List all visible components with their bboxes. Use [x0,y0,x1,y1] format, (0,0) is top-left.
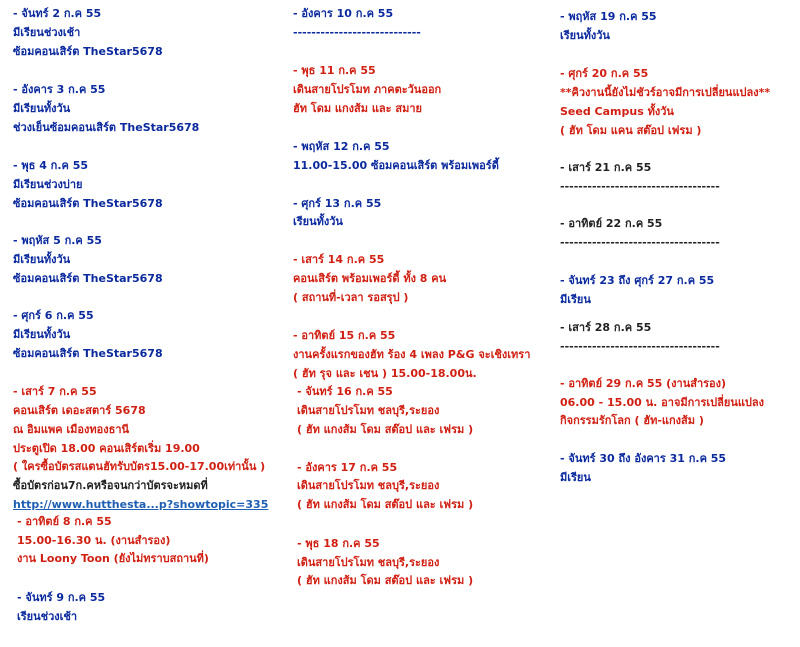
schedule-date-heading: - เสาร์ 7 ก.ค 55 [13,385,97,398]
schedule-detail-line: งานครั้งแรกของฮัท ร้อง 4 เพลง P&G จะเชิงเทรา [293,348,531,361]
schedule-date-heading: - อาทิตย์ 15 ก.ค 55 [293,329,396,342]
schedule-detail-line: ณ อิมแพค เมืองทองธานี [13,423,130,436]
schedule-detail-line: เดินสายโปรโมท ชลบุรี,ระยอง [297,556,440,569]
schedule-detail-line: ( สถานที่-เวลา รอสรุป ) [293,291,409,304]
schedule-detail-line: มีเรียนช่วงเช้า [13,26,81,39]
schedule-date-heading: - จันทร์ 30 ถึง อังคาร 31 ก.ค 55 [560,452,727,465]
schedule-date-heading: - พุธ 11 ก.ค 55 [293,64,376,77]
schedule-date-heading: - อาทิตย์ 8 ก.ค 55 [17,515,112,528]
schedule-date-heading: - เสาร์ 21 ก.ค 55 [560,161,652,174]
schedule-detail-line: ช่วงเย็นซ้อมคอนเสิร์ต TheStar5678 [13,121,200,134]
schedule-detail-line: ซ้อมคอนเสิร์ต TheStar5678 [13,45,163,58]
schedule-date-heading: - จันทร์ 2 ก.ค 55 [13,7,102,20]
schedule-detail-line: เรียนช่วงเช้า [17,610,78,623]
schedule-detail-line: มีเรียนทั้งวัน [13,102,71,115]
ticket-link[interactable]: http://www.hutthesta...p?showtopic=335 [13,498,269,511]
schedule-detail-line: มีเรียนทั้งวัน [13,253,71,266]
schedule-date-heading: - พฤหัส 5 ก.ค 55 [13,234,102,247]
schedule-detail-line: มีเรียน [560,471,591,484]
divider-line: ----------------------------------- [560,180,720,193]
schedule-detail-line: ( ใครซื้อบัตรสแตนฮัทรับบัตร15.00-17.00เท่านั้น ) [13,460,266,473]
schedule-detail-line: คอนเสิร์ต พร้อมเพอร์ดี้ ทั้ง 8 คน [293,272,447,285]
schedule-detail-line: ซ้อมคอนเสิร์ต TheStar5678 [13,347,163,360]
schedule-date-heading: - อังคาร 3 ก.ค 55 [13,83,106,96]
schedule-date-heading: - พฤหัส 12 ก.ค 55 [293,140,390,153]
divider-line: ----------------------------------- [560,340,720,353]
schedule-date-heading: - จันทร์ 16 ก.ค 55 [297,385,393,398]
schedule-date-heading: - ศุกร์ 20 ก.ค 55 [560,67,649,80]
schedule-detail-line: เดินสายโปรโมท ชลบุรี,ระยอง [297,404,440,417]
divider-line: ----------------------------------- [560,236,720,249]
schedule-date-heading: - อังคาร 10 ก.ค 55 [293,7,394,20]
schedule-detail-line: เรียนทั้งวัน [293,215,343,228]
schedule-detail-line: ฮัท โดม แกงส้ม และ สมาย [293,102,422,115]
schedule-detail-line: **คิวงานนี้ยังไม่ชัวร์อาจมีการเปลี่ยนแปลง** [560,86,771,99]
schedule-detail-line: 15.00-16.30 น. (งานสำรอง) [17,534,171,547]
schedule-detail-line: 11.00-15.00 ซ้อมคอนเสิร์ต พร้อมเพอร์ดี้ [293,159,499,172]
schedule-date-heading: - อาทิตย์ 29 ก.ค 55 (งานสำรอง) [560,377,727,390]
schedule-detail-line: มีเรียน [560,293,591,306]
schedule-detail-line: ( ฮัท รุจ และ เชน ) 15.00-18.00น. [293,367,477,380]
schedule-detail-line: คอนเสิร์ต เดอะสตาร์ 5678 [13,404,146,417]
schedule-detail-line: 06.00 - 15.00 น. อาจมีการเปลี่ยนแปลง [560,396,765,409]
schedule-detail-line: ( ฮัท แกงส้ม โดม สต๊อป และ เฟรม ) [297,574,474,587]
schedule-date-heading: - อังคาร 17 ก.ค 55 [297,461,398,474]
schedule-date-heading: - ศุกร์ 13 ก.ค 55 [293,197,382,210]
schedule-date-heading: - อาทิตย์ 22 ก.ค 55 [560,217,663,230]
schedule-detail-line: เดินสายโปรโมท ชลบุรี,ระยอง [297,479,440,492]
schedule-date-heading: - เสาร์ 28 ก.ค 55 [560,321,652,334]
schedule-date-heading: - จันทร์ 23 ถึง ศุกร์ 27 ก.ค 55 [560,274,715,287]
schedule-detail-line: เรียนทั้งวัน [560,29,610,42]
schedule-detail-line: ( ฮัท โดม แคน สต๊อป เฟรม ) [560,124,702,137]
schedule-date-heading: - พุธ 4 ก.ค 55 [13,159,89,172]
schedule-date-heading: - จันทร์ 9 ก.ค 55 [17,591,106,604]
schedule-detail-line: กิจกรรมรักโลก ( ฮัท-แกงส้ม ) [560,414,704,427]
schedule-detail-line: ( ฮัท แกงส้ม โดม สต๊อป และ เฟรม ) [297,423,474,436]
divider-line: ---------------------------- [293,26,421,39]
schedule-detail-line: ประตูเปิด 18.00 คอนเสิร์ตเริ่ม 19.00 [13,442,200,455]
schedule-detail-line: ซ้อมคอนเสิร์ต TheStar5678 [13,272,163,285]
schedule-date-heading: - พุธ 18 ก.ค 55 [297,537,380,550]
schedule-detail-line: งาน Loony Toon (ยังไม่ทราบสถานที่) [17,552,209,565]
schedule-detail-line: ซ้อมคอนเสิร์ต TheStar5678 [13,197,163,210]
schedule-detail-line: เดินสายโปรโมท ภาคตะวันออก [293,83,442,96]
schedule-date-heading: - พฤหัส 19 ก.ค 55 [560,10,657,23]
schedule-date-heading: - ศุกร์ 6 ก.ค 55 [13,309,94,322]
schedule-detail-line: ( ฮัท แกงส้ม โดม สต๊อป และ เฟรม ) [297,498,474,511]
schedule-detail-line: มีเรียนทั้งวัน [13,328,71,341]
schedule-detail-line: Seed Campus ทั้งวัน [560,105,674,118]
schedule-date-heading: - เสาร์ 14 ก.ค 55 [293,253,385,266]
schedule-detail-line: ซื้อบัตรก่อน7ก.คหรือจนกว่าบัตรจะหมดที่ [13,479,208,492]
schedule-detail-line: มีเรียนช่วงบ่าย [13,178,83,191]
